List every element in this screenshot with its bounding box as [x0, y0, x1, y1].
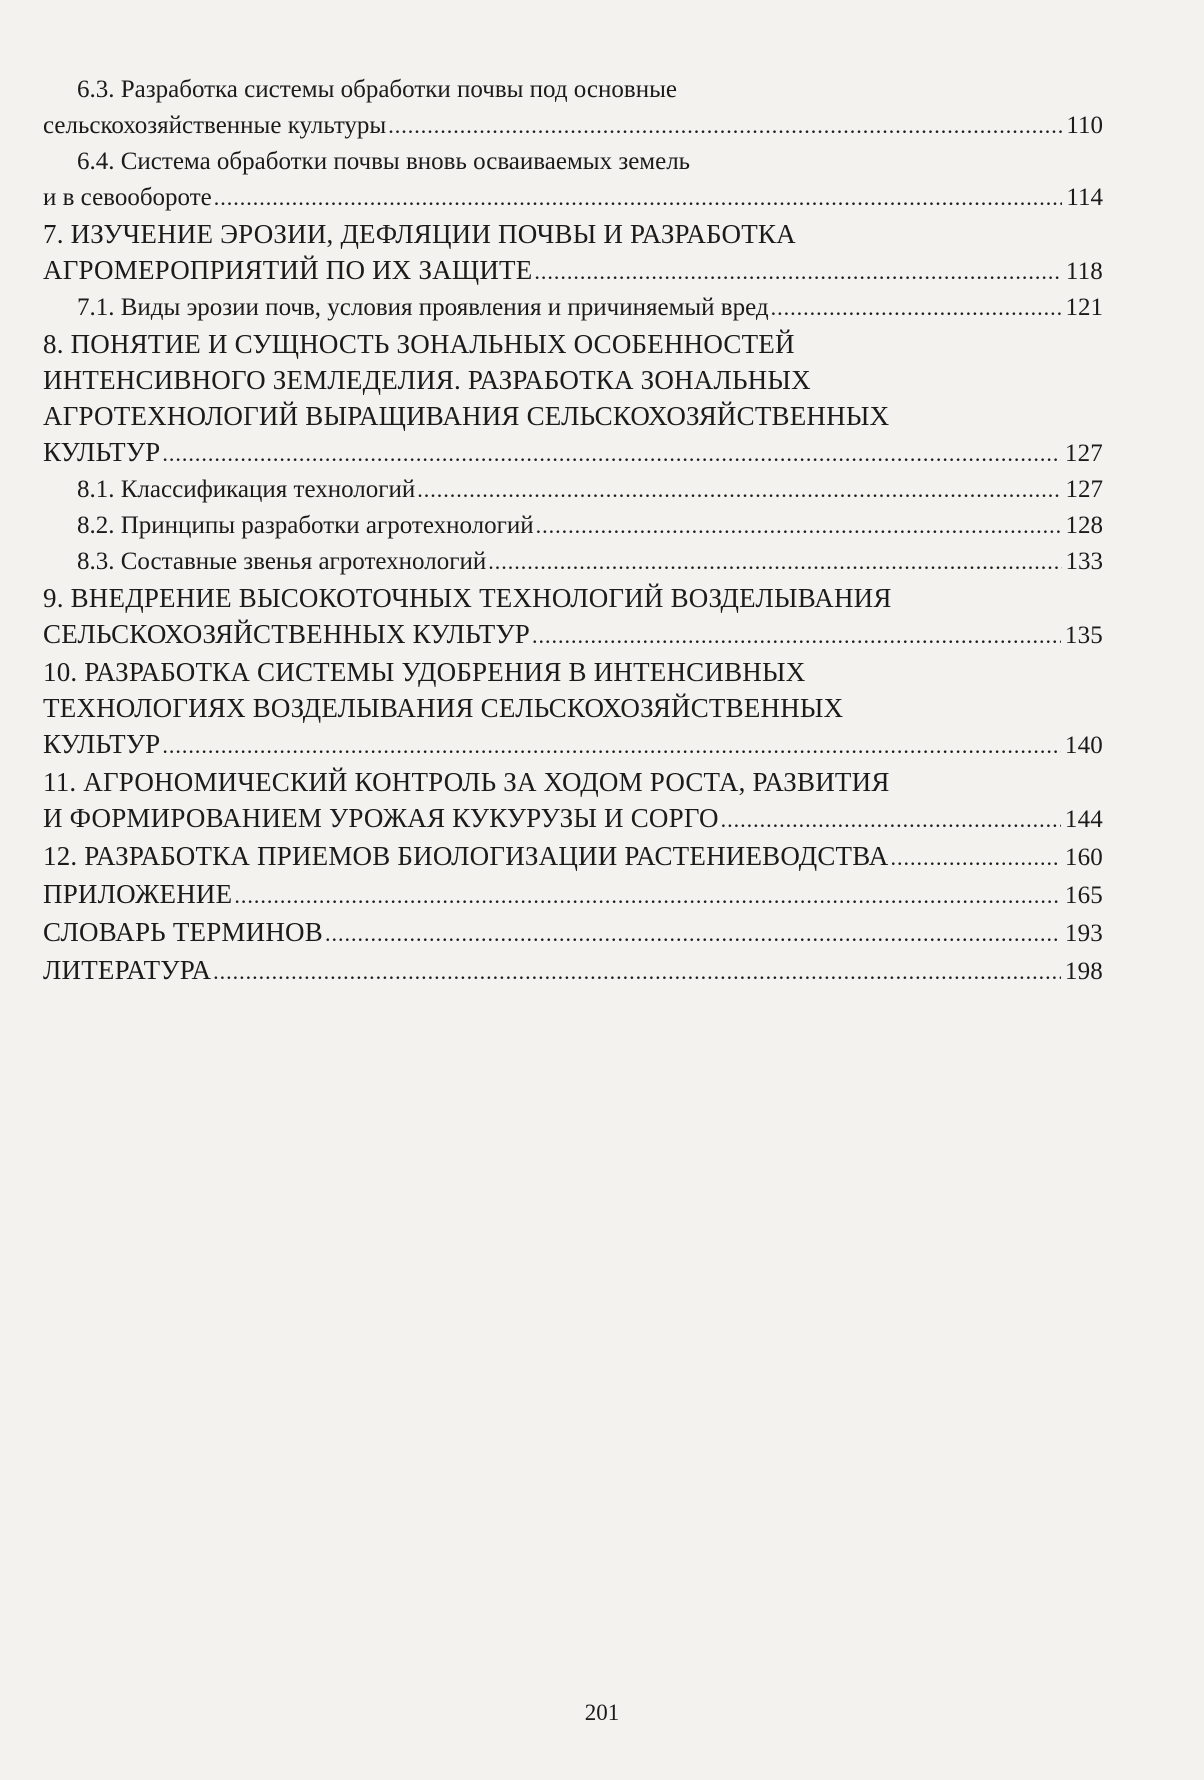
- toc-entry: [43, 876, 1103, 914]
- toc-page-number: 118: [1065, 258, 1103, 285]
- toc-entry-title: сельскохозяйственные культуры: [43, 112, 387, 139]
- toc-entry: [43, 544, 1103, 580]
- toc-entry-title: АГРОМЕРОПРИЯТИЙ ПО ИХ ЗАЩИТЕ: [43, 255, 533, 285]
- dot-leader: [162, 726, 1061, 764]
- toc-page-number: 135: [1064, 622, 1103, 649]
- toc-page-number: 110: [1066, 112, 1103, 139]
- dot-leader: [771, 290, 1062, 326]
- toc-entry-title-line: 7. ИЗУЧЕНИЕ ЭРОЗИИ, ДЕФЛЯЦИИ ПОЧВЫ И РАЗРАБОТКА: [43, 219, 796, 249]
- toc-entry-title: и в севообороте: [43, 184, 212, 211]
- toc-entry: [43, 508, 1103, 544]
- toc-entry-title: ПРИЛОЖЕНИЕ: [43, 879, 233, 909]
- toc-page-number: 121: [1065, 294, 1103, 321]
- toc-entry-title: 8.1. Классификация технологий: [77, 476, 416, 503]
- toc-page-number: 127: [1064, 440, 1103, 467]
- toc-entry-title-line: 6.3. Разработка системы обработки почвы под основные: [77, 76, 677, 103]
- toc-entry-title: 8.3. Составные звенья агротехнологий: [77, 548, 487, 575]
- dot-leader: [534, 252, 1061, 290]
- toc-entry: [43, 472, 1103, 508]
- toc-page-number: 198: [1064, 958, 1103, 985]
- toc-entry: [43, 144, 1103, 216]
- toc-entry: [43, 838, 1103, 876]
- toc-entry-last-line: [43, 726, 1103, 764]
- dot-leader: [488, 544, 1061, 580]
- toc-entry-last-line: [43, 108, 1103, 144]
- toc-entry-title: КУЛЬТУР: [43, 437, 161, 467]
- toc-entry-title-line: 10. РАЗРАБОТКА СИСТЕМЫ УДОБРЕНИЯ В ИНТЕНСИВНЫХ: [43, 657, 806, 687]
- toc-entry-title-line: 6.4. Система обработки почвы вновь осваиваемых земель: [77, 148, 691, 175]
- toc-entry-last-line: [43, 876, 1103, 914]
- dot-leader: [532, 616, 1061, 654]
- toc-entry-last-line: [43, 914, 1103, 952]
- toc-entry-title: И ФОРМИРОВАНИЕМ УРОЖАЯ КУКУРУЗЫ И СОРГО: [43, 803, 719, 833]
- toc-entry-title: СЕЛЬСКОХОЗЯЙСТВЕННЫХ КУЛЬТУР: [43, 619, 530, 649]
- toc-page-number: 127: [1065, 476, 1103, 503]
- toc-entry-title-line: ТЕХНОЛОГИЯХ ВОЗДЕЛЫВАНИЯ СЕЛЬСКОХОЗЯЙСТВЕННЫХ: [43, 693, 844, 723]
- toc-page-number: 193: [1064, 920, 1103, 947]
- toc-page-number: 140: [1064, 732, 1103, 759]
- dot-leader: [388, 108, 1062, 144]
- dot-leader: [890, 838, 1060, 876]
- toc-entry-title-line: 8. ПОНЯТИЕ И СУЩНОСТЬ ЗОНАЛЬНЫХ ОСОБЕННОСТЕЙ: [43, 329, 795, 359]
- table-of-contents: [43, 72, 1103, 990]
- toc-page-number: 144: [1064, 806, 1103, 833]
- toc-entry-title: 8.2. Принципы разработки агротехнологий: [77, 512, 534, 539]
- toc-entry-last-line: [43, 180, 1103, 216]
- toc-entry-last-line: [43, 252, 1103, 290]
- toc-entry-last-line: [43, 290, 1103, 326]
- toc-entry-last-line: [43, 544, 1103, 580]
- toc-entry-last-line: [43, 616, 1103, 654]
- dot-leader: [417, 472, 1061, 508]
- toc-entry-title-line: 9. ВНЕДРЕНИЕ ВЫСОКОТОЧНЫХ ТЕХНОЛОГИЙ ВОЗДЕЛЫВАНИЯ: [43, 583, 892, 613]
- toc-page-number: 128: [1065, 512, 1103, 539]
- toc-entry-title: ЛИТЕРАТУРА: [43, 955, 212, 985]
- page-number: 201: [584, 1700, 620, 1725]
- toc-entry: [43, 952, 1103, 990]
- toc-entry-last-line: [43, 838, 1103, 876]
- toc-entry-last-line: [43, 508, 1103, 544]
- toc-entry: [43, 290, 1103, 326]
- dot-leader: [162, 434, 1061, 472]
- toc-entry-title-line: 11. АГРОНОМИЧЕСКИЙ КОНТРОЛЬ ЗА ХОДОМ РОСТА, РАЗВИТИЯ: [43, 767, 890, 797]
- toc-entry: [43, 580, 1103, 654]
- toc-page-number: 165: [1064, 882, 1103, 909]
- toc-entry: [43, 764, 1103, 838]
- toc-entry-title: СЛОВАРЬ ТЕРМИНОВ: [43, 917, 323, 947]
- toc-page-number: 114: [1066, 184, 1103, 211]
- toc-page-number: 160: [1064, 844, 1103, 871]
- toc-entry: [43, 654, 1103, 764]
- toc-entry: [43, 216, 1103, 290]
- toc-entry: [43, 72, 1103, 144]
- dot-leader: [213, 952, 1061, 990]
- toc-entry-last-line: [43, 800, 1103, 838]
- toc-entry-last-line: [43, 434, 1103, 472]
- toc-entry: [43, 914, 1103, 952]
- dot-leader: [721, 800, 1061, 838]
- toc-entry-title: КУЛЬТУР: [43, 729, 161, 759]
- toc-entry: [43, 326, 1103, 472]
- toc-entry-title-line: ИНТЕНСИВНОГО ЗЕМЛЕДЕЛИЯ. РАЗРАБОТКА ЗОНАЛЬНЫХ: [43, 365, 811, 395]
- toc-entry-title-line: АГРОТЕХНОЛОГИЙ ВЫРАЩИВАНИЯ СЕЛЬСКОХОЗЯЙСТВЕННЫХ: [43, 401, 890, 431]
- dot-leader: [536, 508, 1062, 544]
- toc-page-number: 133: [1065, 548, 1103, 575]
- toc-entry-last-line: [43, 472, 1103, 508]
- toc-entry-title: 12. РАЗРАБОТКА ПРИЕМОВ БИОЛОГИЗАЦИИ РАСТЕНИЕВОДСТВА: [43, 841, 889, 871]
- toc-entry-title: 7.1. Виды эрозии почв, условия проявления и причиняемый вред: [77, 294, 769, 321]
- dot-leader: [214, 180, 1063, 216]
- toc-entry-last-line: [43, 952, 1103, 990]
- dot-leader: [325, 914, 1061, 952]
- dot-leader: [234, 876, 1061, 914]
